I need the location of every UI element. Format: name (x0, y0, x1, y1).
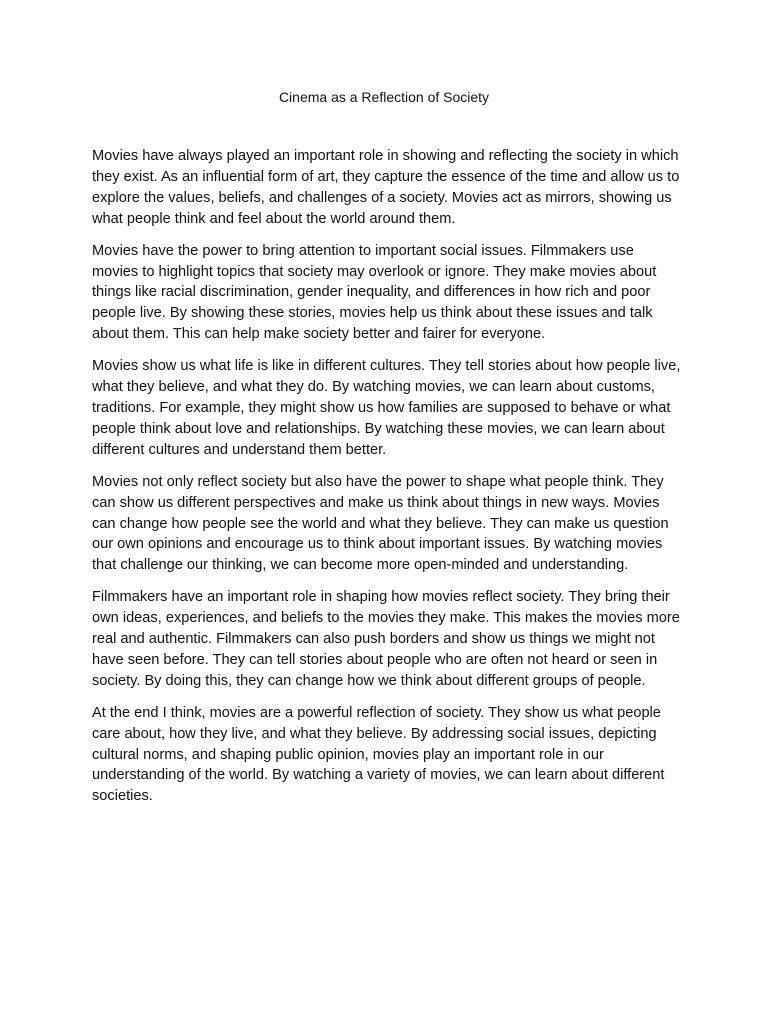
paragraph-conclusion: At the end I think, movies are a powerful reflection of society. They show us what people care about, how they live, and what they believe. By addressing social issues, depicting cultural norms, and shaping public opinion, movies play an important role in our understanding of the world. By watching a variety of movies, we can learn about different societies. (92, 704, 665, 805)
paragraph-filmmakers: Filmmakers have an important role in shaping how movies reflect society. They bring their own ideas, experiences, and beliefs to the movies they make. This makes the movies more real and authentic. Filmmakers can also push borders and show us things we might not have seen before. They can tell stories about people who are often not heard or seen in society. By doing this, they can change how we think about different groups of people. (92, 589, 680, 689)
document-title: Cinema as a Reflection of Society (278, 89, 490, 105)
paragraph-intro: Movies have always played an important role in showing and reflecting the society in which they exist. As an influential form of art, they capture the essence of the time and allow us to explore the values, beliefs, and challenges of a society. Movies act as mirrors, showing us what people think and feel about the world around them. (92, 148, 680, 227)
paragraph-shaping-opinions: Movies not only reflect society but also have the power to shape what people think. They can show us different perspectives and make us think about things in new ways. Movies can change how people see the world and what they believe. They can make us question our own opinions and encourage us to think about important issues. By watching movies that challenge our thinking, we can become more open-minded and understanding. (92, 473, 669, 574)
document-body (92, 146, 682, 818)
paragraph-cultures: Movies show us what life is like in different cultures. They tell stories about how people live, what they believe, and what they do. By watching movies, we can learn about customs, traditions. For example, they might show us how families are supposed to behave or what people think about love and relationships. By watching these movies, we can learn about different cultures and understand them better. (92, 358, 681, 458)
paragraph-social-issues: Movies have the power to bring attention to important social issues. Filmmakers use movies to highlight topics that society may overlook or ignore. They make movies about things like racial discrimination, gender inequality, and differences in how rich and poor people live. By showing these stories, movies help us think about these issues and talk about them. This can help make society better and fairer for everyone. (92, 242, 657, 343)
